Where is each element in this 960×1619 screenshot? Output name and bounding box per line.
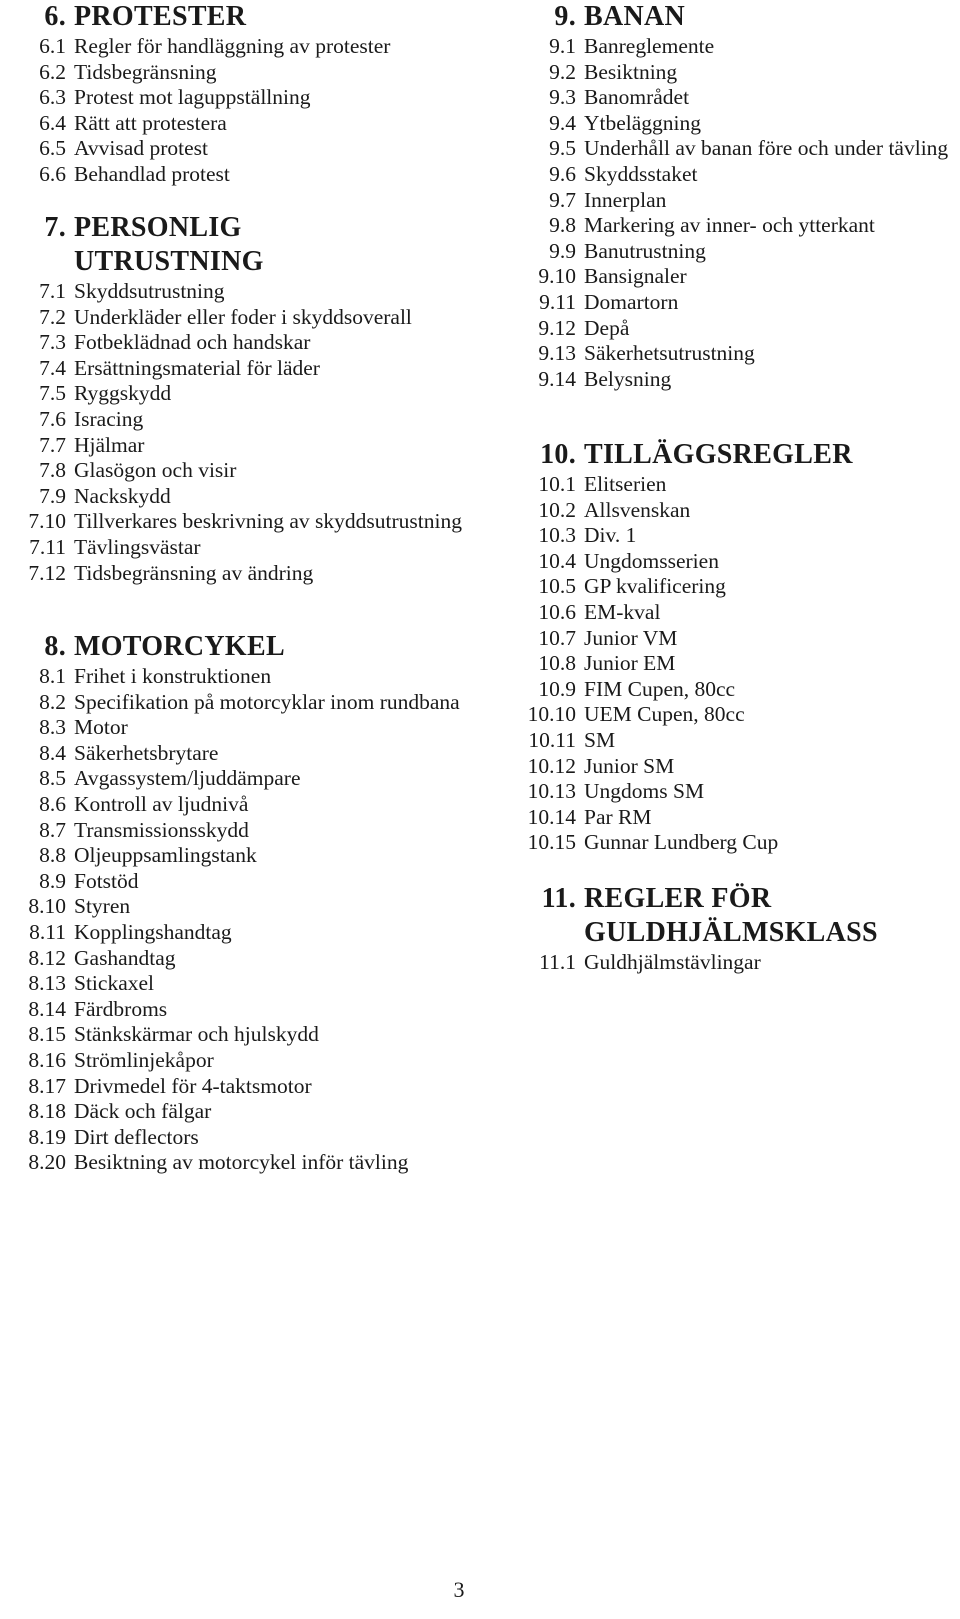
entry-number: 8.19	[28, 1124, 66, 1149]
entry-number: 8.12	[28, 945, 66, 970]
section-title: PROTESTER	[74, 1, 247, 32]
toc-entry[interactable]	[508, 677, 958, 703]
entry-label: Säkerhetsutrustning	[584, 341, 755, 366]
entry-label: Underhåll av banan före och under tävling	[584, 136, 949, 161]
section-heading	[508, 438, 958, 472]
entry-number: 9.10	[538, 264, 576, 289]
entry-label: Drivmedel för 4-taktsmotor	[74, 1073, 312, 1098]
toc-entry[interactable]	[0, 1099, 470, 1125]
toc-entry[interactable]	[0, 535, 470, 561]
entry-number: 8.18	[28, 1099, 66, 1124]
toc-entry[interactable]	[0, 766, 470, 792]
section-number: 10.	[540, 439, 576, 470]
entry-number: 9.11	[539, 289, 576, 314]
section-11	[508, 882, 958, 976]
entry-number: 10.7	[538, 625, 576, 650]
entry-number: 8.9	[39, 868, 66, 893]
entry-label: Strömlinjekåpor	[74, 1047, 214, 1072]
section-10	[508, 438, 958, 856]
entry-label: UEM Cupen, 80cc	[584, 702, 745, 727]
entry-label: Styren	[74, 894, 131, 919]
toc-entry[interactable]	[0, 85, 470, 111]
entry-number: 7.9	[39, 483, 66, 508]
entry-number: 8.8	[39, 843, 66, 868]
entry-label: Besiktning av motorcykel inför tävling	[74, 1150, 409, 1175]
section-title: BANAN	[584, 1, 686, 32]
entry-label: Tävlingsvästar	[74, 534, 201, 559]
entry-label: Kopplingshandtag	[74, 919, 232, 944]
entry-label: Innerplan	[584, 187, 667, 212]
entry-label: Markering av inner- och ytterkant	[584, 213, 875, 238]
toc-entry[interactable]	[508, 549, 958, 575]
entry-number: 7.2	[39, 304, 66, 329]
entry-label: Protest mot laguppställning	[74, 85, 311, 110]
section-number: 8.	[44, 631, 66, 662]
entry-label: Tillverkares beskrivning av skyddsutrustning	[74, 509, 462, 534]
entry-number: 10.1	[538, 472, 576, 496]
toc-entry[interactable]	[0, 792, 470, 818]
toc-entry[interactable]	[0, 356, 470, 382]
entry-label: Tidsbegränsning	[74, 59, 217, 84]
toc-entry[interactable]	[0, 664, 470, 690]
toc-entry[interactable]	[0, 869, 470, 895]
toc-entry[interactable]	[508, 754, 958, 780]
entry-number: 7.5	[39, 381, 66, 406]
entry-number: 9.6	[549, 161, 576, 186]
entry-number: 10.5	[538, 574, 576, 599]
toc-entry[interactable]	[0, 997, 470, 1023]
entry-label: Elitserien	[584, 472, 667, 496]
toc-entry[interactable]	[508, 600, 958, 626]
entry-label: Oljeuppsamlingstank	[74, 843, 257, 868]
toc-entry[interactable]	[0, 561, 470, 587]
entry-label: Skyddsstaket	[584, 161, 698, 186]
entry-number: 8.13	[28, 971, 66, 996]
entry-number: 6.4	[39, 110, 66, 135]
entry-number: 10.2	[538, 497, 576, 522]
toc-entry[interactable]	[0, 971, 470, 997]
toc-entry[interactable]	[508, 472, 958, 498]
entry-label: EM-kval	[584, 599, 661, 624]
entry-number: 8.4	[39, 740, 66, 765]
toc-entry[interactable]	[508, 85, 958, 111]
toc-entry[interactable]	[0, 1022, 470, 1048]
toc-entry[interactable]	[0, 381, 470, 407]
entry-number: 10.6	[538, 599, 576, 624]
entry-label: FIM Cupen, 80cc	[584, 676, 736, 701]
entry-label: Fotstöd	[74, 868, 139, 893]
toc-entry[interactable]	[0, 484, 470, 510]
entry-number: 10.4	[538, 548, 576, 573]
entry-number: 9.2	[549, 59, 576, 84]
entry-label: Junior VM	[584, 625, 678, 650]
entry-label: SM	[584, 727, 616, 752]
entry-number: 8.11	[29, 919, 66, 944]
toc-entry[interactable]	[0, 111, 470, 137]
entry-label: Gashandtag	[74, 945, 176, 970]
entry-number: 10.14	[527, 804, 576, 829]
section-heading	[0, 211, 470, 279]
section-title: TILLÄGGSREGLER	[584, 439, 853, 470]
section-number: 9.	[554, 1, 576, 32]
toc-entry[interactable]	[508, 290, 958, 316]
entry-label: Bansignaler	[584, 264, 687, 289]
toc-entry[interactable]	[0, 509, 470, 535]
entry-number: 8.7	[39, 817, 66, 842]
entry-number: 8.2	[39, 689, 66, 714]
toc-entry[interactable]	[508, 523, 958, 549]
entry-number: 11.1	[539, 950, 576, 974]
entry-label: Transmissionsskydd	[74, 817, 249, 842]
entry-label: Isracing	[74, 406, 144, 431]
toc-entry[interactable]	[508, 136, 958, 162]
toc-entry[interactable]	[508, 574, 958, 600]
toc-entry[interactable]	[0, 741, 470, 767]
entry-number: 7.8	[39, 458, 66, 483]
entry-label: Banreglemente	[584, 34, 715, 58]
entry-label: Färdbroms	[74, 996, 168, 1021]
toc-entry[interactable]	[0, 458, 470, 484]
toc-entry[interactable]	[508, 162, 958, 188]
entry-number: 7.12	[28, 560, 66, 585]
entry-number: 9.14	[538, 366, 576, 391]
entry-label: Guldhjälmstävlingar	[584, 950, 761, 974]
entry-label: Div. 1	[584, 523, 637, 548]
entry-label: Junior SM	[584, 753, 675, 778]
entry-label: GP kvalificering	[584, 574, 726, 599]
entry-number: 10.11	[528, 727, 576, 752]
entry-label: Fotbeklädnad och handskar	[74, 330, 311, 355]
entry-number: 9.13	[538, 341, 576, 366]
toc-entry[interactable]	[508, 626, 958, 652]
toc-entry[interactable]	[508, 367, 958, 393]
entry-label: Stänkskärmar och hjulskydd	[74, 1022, 319, 1047]
section-heading	[0, 0, 470, 34]
entry-label: Specifikation på motorcyklar inom rundbana	[74, 689, 460, 714]
toc-entry[interactable]	[0, 690, 470, 716]
entry-label: Tidsbegränsning av ändring	[74, 560, 314, 585]
entry-number: 7.1	[39, 279, 66, 303]
entry-label: Däck och fälgar	[74, 1099, 212, 1124]
entry-number: 6.3	[39, 85, 66, 110]
toc-entry[interactable]	[0, 433, 470, 459]
entry-label: Avgassystem/ljuddämpare	[74, 766, 301, 791]
entry-label: Underkläder eller foder i skyddsoverall	[74, 304, 412, 329]
entry-label: Domartorn	[584, 289, 679, 314]
entry-label: Ryggskydd	[74, 381, 172, 406]
toc-entry[interactable]	[0, 162, 470, 188]
entry-label: Stickaxel	[74, 971, 155, 996]
section-6	[0, 0, 470, 188]
entry-number: 9.4	[549, 110, 576, 135]
toc-entry[interactable]	[508, 341, 958, 367]
entry-number: 10.13	[527, 779, 576, 804]
entry-number: 8.3	[39, 715, 66, 740]
entry-label: Skyddsutrustning	[74, 279, 225, 303]
toc-entry[interactable]	[0, 60, 470, 86]
toc-entry[interactable]	[0, 818, 470, 844]
toc-entry[interactable]	[0, 1074, 470, 1100]
entry-number: 7.4	[39, 355, 66, 380]
entry-number: 7.6	[39, 406, 66, 431]
section-number: 7.	[44, 212, 66, 243]
entry-number: 10.15	[527, 830, 576, 855]
section-heading	[508, 882, 958, 950]
entry-number: 8.20	[28, 1150, 66, 1175]
toc-entry[interactable]	[0, 305, 470, 331]
section-title: PERSONLIG UTRUSTNING	[74, 212, 264, 277]
entry-label: Hjälmar	[74, 432, 145, 457]
entry-number: 9.5	[549, 136, 576, 161]
section-title: REGLER FÖR GULDHJÄLMSKLASS	[584, 883, 878, 948]
entry-number: 8.6	[39, 791, 66, 816]
toc-entry[interactable]	[508, 34, 958, 60]
toc-entry[interactable]	[508, 498, 958, 524]
toc-entry[interactable]	[508, 728, 958, 754]
toc-entry[interactable]	[508, 805, 958, 831]
toc-entry[interactable]	[0, 330, 470, 356]
entry-number: 7.11	[29, 534, 66, 559]
entry-number: 6.5	[39, 136, 66, 161]
page-number: 3	[453, 1577, 465, 1602]
section-heading	[508, 0, 958, 34]
entry-number: 8.14	[28, 996, 66, 1021]
entry-label: Junior EM	[584, 651, 676, 676]
entry-label: Säkerhetsbrytare	[74, 740, 219, 765]
toc-entry[interactable]	[508, 779, 958, 805]
toc-entry[interactable]	[0, 1150, 470, 1176]
entry-label: Banområdet	[584, 85, 690, 110]
entry-number: 7.3	[39, 330, 66, 355]
section-number: 11.	[541, 883, 576, 914]
entry-label: Avvisad protest	[74, 136, 208, 161]
section-number: 6.	[44, 1, 66, 32]
toc-entry[interactable]	[0, 407, 470, 433]
toc-entry[interactable]	[0, 894, 470, 920]
toc-entry[interactable]	[0, 34, 470, 60]
entry-number: 7.7	[39, 432, 66, 457]
entry-number: 10.10	[527, 702, 576, 727]
entry-label: Dirt deflectors	[74, 1124, 199, 1149]
entry-number: 10.8	[538, 651, 576, 676]
entry-number: 8.1	[39, 664, 66, 688]
toc-entry[interactable]	[0, 136, 470, 162]
entry-number: 8.15	[28, 1022, 66, 1047]
entry-label: Allsvenskan	[584, 497, 691, 522]
section-8	[0, 630, 470, 1176]
entry-label: Ungdomsserien	[584, 548, 719, 573]
toc-entry[interactable]	[508, 213, 958, 239]
toc-entry[interactable]	[0, 1048, 470, 1074]
entry-number: 6.2	[39, 59, 66, 84]
entry-number: 9.1	[549, 34, 576, 58]
toc-entry[interactable]	[508, 830, 958, 856]
entry-number: 9.12	[538, 315, 576, 340]
entry-label: Glasögon och visir	[74, 458, 237, 483]
entry-label: Motor	[74, 715, 128, 740]
section-7	[0, 211, 470, 586]
toc-entry[interactable]	[0, 843, 470, 869]
entry-label: Ungdoms SM	[584, 779, 705, 804]
section-9	[508, 0, 958, 392]
entry-number: 7.10	[28, 509, 66, 534]
entry-label: Par RM	[584, 804, 652, 829]
toc-entry[interactable]	[508, 702, 958, 728]
entry-number: 8.5	[39, 766, 66, 791]
toc-entry[interactable]	[508, 188, 958, 214]
entry-label: Rätt att protestera	[74, 110, 227, 135]
toc-entry[interactable]	[508, 651, 958, 677]
entry-number: 9.3	[549, 85, 576, 110]
toc-entry[interactable]	[508, 111, 958, 137]
entry-number: 9.8	[549, 213, 576, 238]
entry-label: Regler för handläggning av protester	[74, 34, 391, 58]
toc-entry[interactable]	[508, 60, 958, 86]
entry-number: 10.9	[538, 676, 576, 701]
entry-label: Gunnar Lundberg Cup	[584, 830, 779, 855]
entry-number: 6.6	[39, 161, 66, 186]
entry-label: Nackskydd	[74, 483, 171, 508]
entry-number: 10.12	[527, 753, 576, 778]
entry-label: Depå	[584, 315, 630, 340]
entry-label: Banutrustning	[584, 238, 706, 263]
entry-number: 8.16	[28, 1047, 66, 1072]
toc-entry[interactable]	[0, 1125, 470, 1151]
entry-number: 10.3	[538, 523, 576, 548]
entry-number: 8.17	[28, 1073, 66, 1098]
toc-entry[interactable]	[508, 950, 958, 976]
entry-number: 6.1	[39, 34, 66, 58]
entry-label: Belysning	[584, 366, 672, 391]
section-title: MOTORCYKEL	[74, 631, 285, 662]
toc-entry[interactable]	[508, 316, 958, 342]
entry-label: Besiktning	[584, 59, 678, 84]
entry-label: Ersättningsmaterial för läder	[74, 355, 320, 380]
toc-entry[interactable]	[0, 715, 470, 741]
entry-number: 9.7	[549, 187, 576, 212]
entry-number: 8.10	[28, 894, 66, 919]
entry-label: Behandlad protest	[74, 161, 230, 186]
toc-entry[interactable]	[0, 279, 470, 305]
entry-label: Kontroll av ljudnivå	[74, 791, 249, 816]
entry-number: 9.9	[549, 238, 576, 263]
toc-entry[interactable]	[508, 264, 958, 290]
entry-label: Frihet i konstruktionen	[74, 664, 272, 688]
toc-entry[interactable]	[0, 946, 470, 972]
entry-label: Ytbeläggning	[584, 110, 702, 135]
toc-entry[interactable]	[0, 920, 470, 946]
section-heading	[0, 630, 470, 664]
toc-entry[interactable]	[508, 239, 958, 265]
